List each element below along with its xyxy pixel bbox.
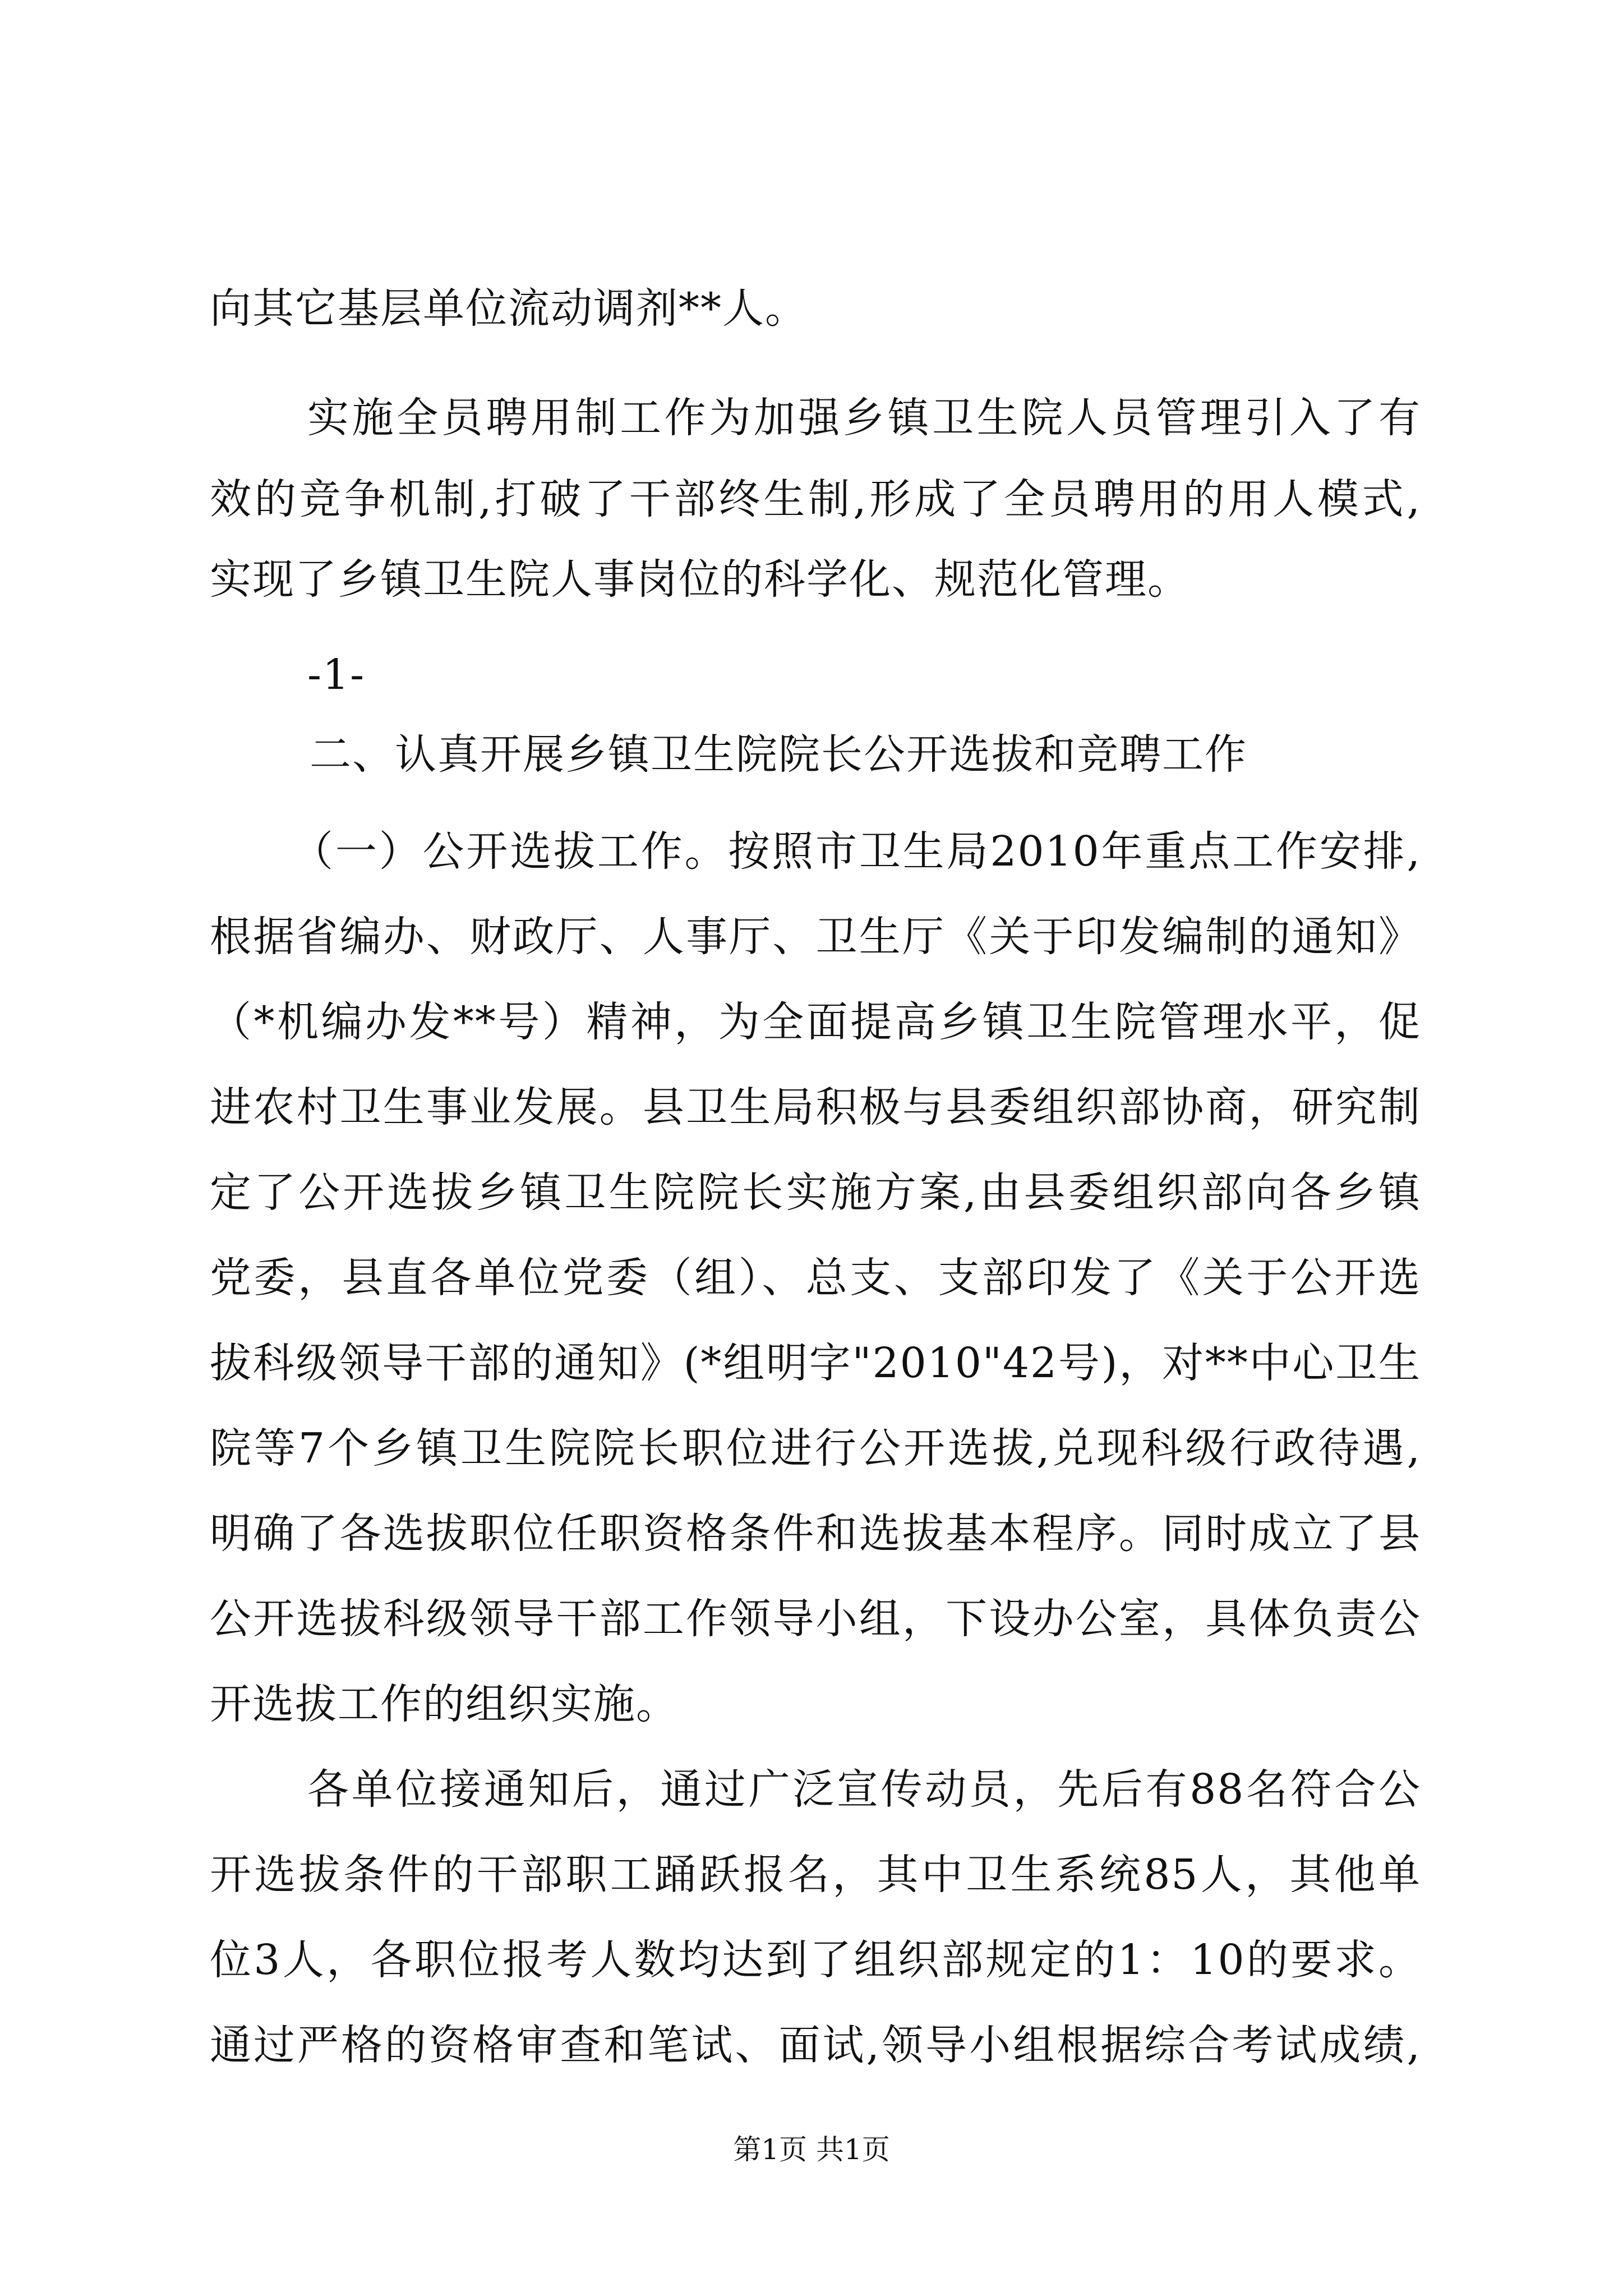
paragraph-line: 向其它基层单位流动调剂**人。 bbox=[210, 284, 808, 333]
paragraph-line: 效的竞争机制,打破了干部终生制,形成了全员聘用的用人模式, bbox=[210, 475, 1421, 523]
paragraph-line: 实施全员聘用制工作为加强乡镇卫生院人员管理引入了有 bbox=[307, 394, 1421, 442]
paragraph-line: 开选拔条件的干部职工踊跃报名，其中卫生系统85人，其他单 bbox=[210, 1851, 1421, 1899]
paragraph-line: 根据省编办、财政厅、人事厅、卫生厅《关于印发编制的通知》 bbox=[210, 913, 1421, 961]
paragraph-line: 院等7个乡镇卫生院院长职位进行公开选拔,兑现科级行政待遇, bbox=[210, 1424, 1421, 1473]
paragraph-line: 拔科级领导干部的通知》(*组明字"2010"42号)，对**中心卫生 bbox=[210, 1339, 1421, 1387]
page-marker: -1- bbox=[307, 651, 366, 699]
paragraph-line: 进农村卫生事业发展。县卫生局积极与县委组织部协商，研究制 bbox=[210, 1083, 1421, 1131]
paragraph-line: 位3人，各职位报考人数均达到了组织部规定的1：10的要求。 bbox=[210, 1936, 1421, 1984]
paragraph-line: 通过严格的资格审查和笔试、面试,领导小组根据综合考试成绩, bbox=[210, 2021, 1421, 2069]
paragraph-line: 实现了乡镇卫生院人事岗位的科学化、规范化管理。 bbox=[210, 555, 1190, 604]
paragraph-line: （*机编办发**号）精神，为全面提高乡镇卫生院管理水平，促 bbox=[210, 998, 1421, 1046]
paragraph-line: 各单位接通知后，通过广泛宣传动员，先后有88名符合公 bbox=[307, 1765, 1421, 1814]
paragraph-line: 明确了各选拔职位任职资格条件和选拔基本程序。同时成立了县 bbox=[210, 1510, 1421, 1558]
paragraph-line: 公开选拔科级领导干部工作领导小组，下设办公室，具体负责公 bbox=[210, 1595, 1421, 1643]
paragraph-line: 党委，县直各单位党委（组）、总支、支部印发了《关于公开选 bbox=[210, 1254, 1421, 1302]
page-footer: 第1页 共1页 bbox=[733, 2133, 890, 2166]
paragraph-line: 开选拔工作的组织实施。 bbox=[210, 1680, 679, 1728]
paragraph-line: （一）公开选拔工作。按照市卫生局2010年重点工作安排, bbox=[292, 827, 1421, 876]
section-heading: 二、认真开展乡镇卫生院院长公开选拔和竞聘工作 bbox=[310, 730, 1247, 779]
paragraph-line: 定了公开选拔乡镇卫生院院长实施方案,由县委组织部向各乡镇 bbox=[210, 1168, 1421, 1217]
